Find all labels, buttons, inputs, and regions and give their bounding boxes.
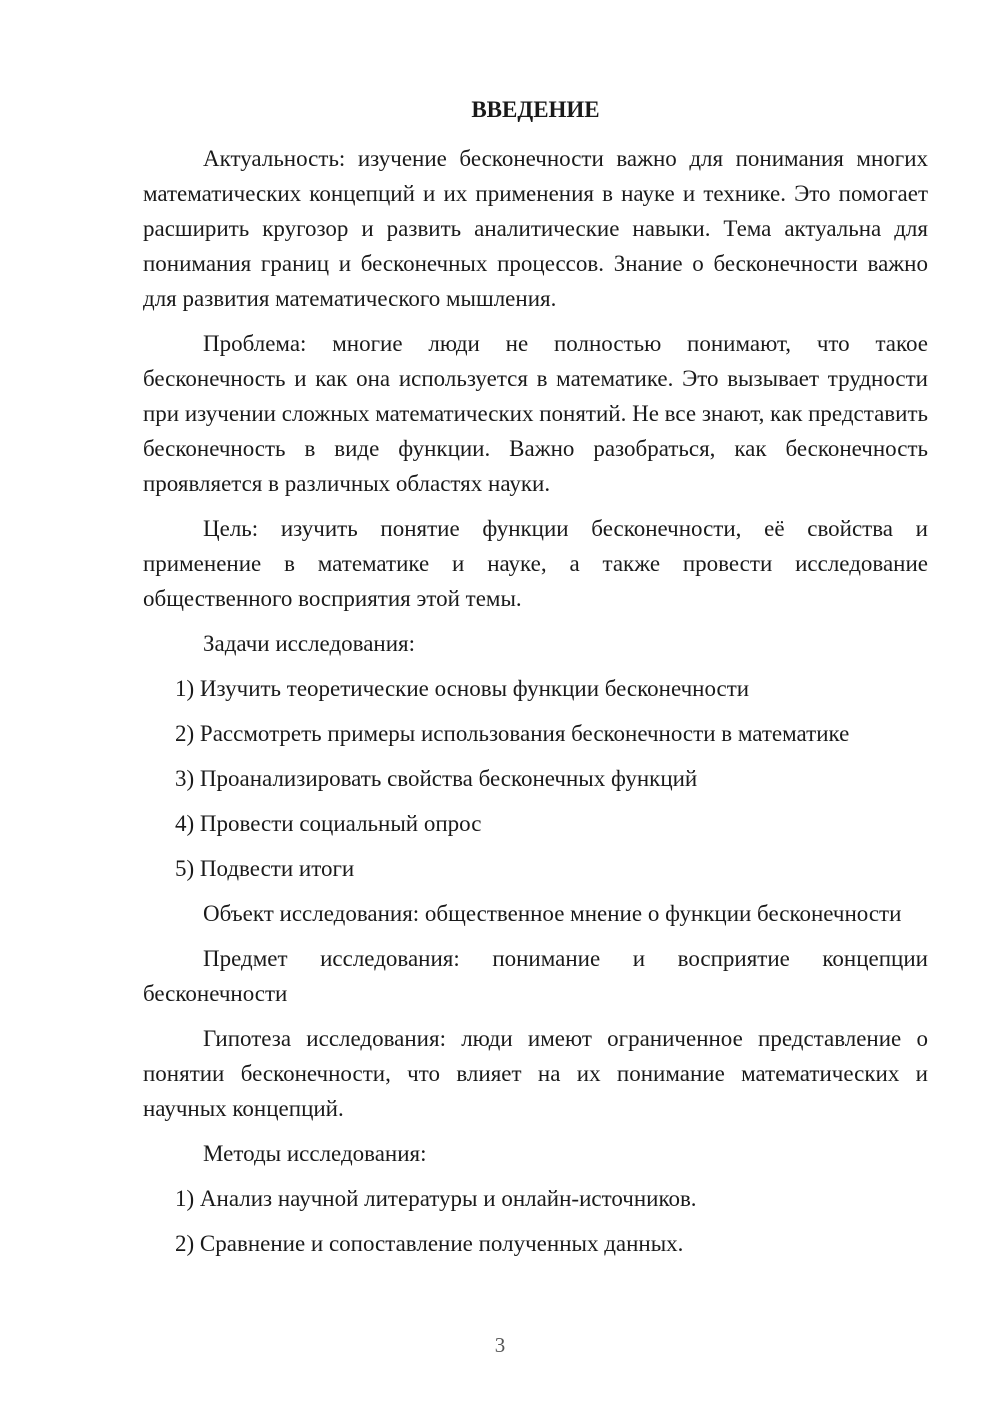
methods-list bbox=[143, 1181, 928, 1261]
page-number: 3 bbox=[494, 1333, 506, 1357]
methods-heading: Методы исследования: bbox=[203, 1141, 427, 1166]
hypothesis-paragraph: Гипотеза исследования: люди имеют ограниченное представление о понятии бесконечности, что влияет на их понимание математических и научных концепций. bbox=[143, 1026, 928, 1121]
page-content bbox=[143, 95, 928, 1271]
tasks-heading: Задачи исследования: bbox=[203, 631, 416, 656]
problem-paragraph: Проблема: многие люди не полностью понимают, что такое бесконечность и как она используется в математике. Это вызывает трудности при изучении сложных математических понятий. Не все знают, как представить бесконечность в виде функции. Важно разобраться, как бесконечность проявляется в различных областях науки. bbox=[143, 331, 928, 496]
relevance-paragraph: Актуальность: изучение бесконечности важно для понимания многих математических концепций и их применения в науке и технике. Это помогает расширить кругозор и развить аналитические навыки. Тема актуальна для понимания границ и бесконечных процессов. Знание о бесконечности важно для развития математического мышления. bbox=[143, 146, 928, 311]
list-item: 2) Сравнение и сопоставление полученных данных. bbox=[175, 1231, 684, 1256]
goal-paragraph: Цель: изучить понятие функции бесконечности, её свойства и применение в математике и науке, а также провести исследование общественного восприятия этой темы. bbox=[143, 516, 928, 611]
list-item: 1) Анализ научной литературы и онлайн-источников. bbox=[175, 1186, 697, 1211]
list-item: 3) Проанализировать свойства бесконечных функций bbox=[175, 766, 698, 791]
object-paragraph: Объект исследования: общественное мнение о функции бесконечности bbox=[203, 901, 902, 926]
list-item: 4) Провести социальный опрос bbox=[175, 811, 482, 836]
list-item: 1) Изучить теоретические основы функции бесконечности bbox=[175, 676, 750, 701]
list-item: 5) Подвести итоги bbox=[175, 856, 355, 881]
section-title: ВВЕДЕНИЕ bbox=[471, 97, 600, 122]
list-item: 2) Рассмотреть примеры использования бесконечности в математике bbox=[175, 721, 850, 746]
tasks-list bbox=[143, 671, 928, 886]
subject-paragraph: Предмет исследования: понимание и восприятие концепции бесконечности bbox=[143, 946, 928, 1006]
